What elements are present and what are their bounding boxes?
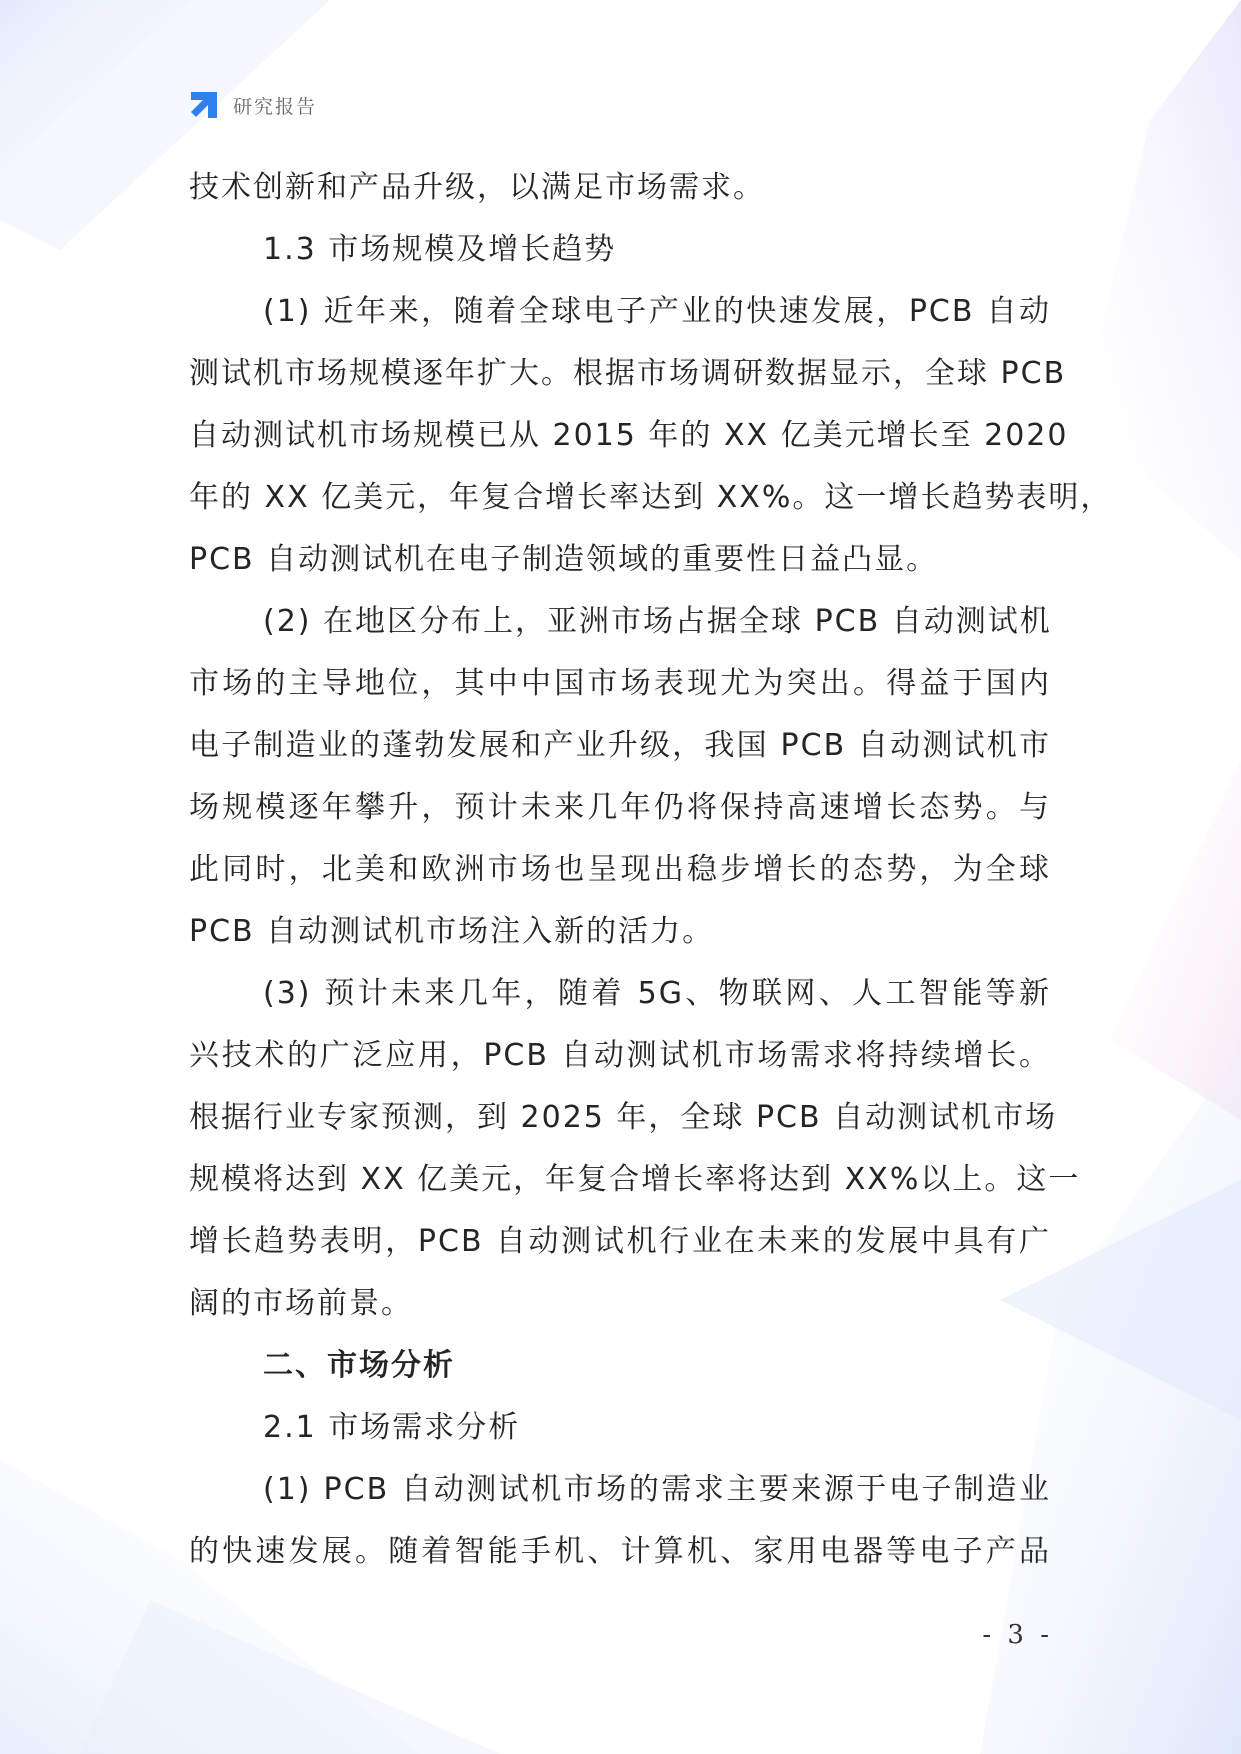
paragraph-line: 阔的市场前景。 [189,1286,413,1321]
paragraph-line: 自动测试机市场规模已从 2015 年的 XX 亿美元增长至 2020 [189,418,1069,453]
paragraph-line: (1) 近年来，随着全球电子产业的快速发展，PCB 自动 [263,294,1051,329]
paragraph-line: 测试机市场规模逐年扩大。根据市场调研数据显示，全球 PCB [189,356,1067,391]
section-heading: 1.3 市场规模及增长趋势 [263,232,617,267]
paragraph-line: 年的 XX 亿美元，年复合增长率达到 XX%。这一增长趋势表明， [189,480,1113,515]
paragraph-line: (1) PCB 自动测试机市场的需求主要来源于电子制造业 [263,1472,1051,1507]
paragraph-line: 的快速发展。随着智能手机、计算机、家用电器等电子产品 [189,1534,1051,1569]
section-heading: 2.1 市场需求分析 [263,1410,521,1445]
paragraph-line: 电子制造业的蓬勃发展和产业升级，我国 PCB 自动测试机市 [189,728,1051,763]
paragraph-line: 根据行业专家预测，到 2025 年，全球 PCB 自动测试机市场 [189,1100,1058,1135]
paragraph-line: (2) 在地区分布上，亚洲市场占据全球 PCB 自动测试机 [263,604,1052,639]
paragraph-line: PCB 自动测试机市场注入新的活力。 [189,914,715,949]
paragraph-line: 规模将达到 XX 亿美元，年复合增长率将达到 XX%以上。这一 [189,1162,1081,1197]
paragraph-line: 市场的主导地位，其中中国市场表现尤为突出。得益于国内 [189,666,1051,701]
paragraph-line: PCB 自动测试机在电子制造领域的重要性日益凸显。 [189,542,939,577]
document-header [187,88,317,122]
page-number: - 3 - [982,1620,1053,1650]
paragraph-line: (3) 预计未来几年，随着 5G、物联网、人工智能等新 [263,976,1051,1011]
document-body [189,157,1113,1583]
paragraph-line: 场规模逐年攀升，预计未来几年仍将保持高速增长态势。与 [189,790,1051,825]
arrow-up-right-icon [187,88,221,122]
chapter-heading: 二、市场分析 [263,1348,455,1383]
header-title: 研究报告 [233,95,318,118]
paragraph-line: 此同时，北美和欧洲市场也呈现出稳步增长的态势，为全球 [189,852,1051,887]
paragraph-line: 兴技术的广泛应用，PCB 自动测试机市场需求将持续增长。 [189,1038,1051,1073]
paragraph-line: 技术创新和产品升级，以满足市场需求。 [189,170,765,205]
paragraph-line: 增长趋势表明，PCB 自动测试机行业在未来的发展中具有广 [189,1224,1051,1259]
